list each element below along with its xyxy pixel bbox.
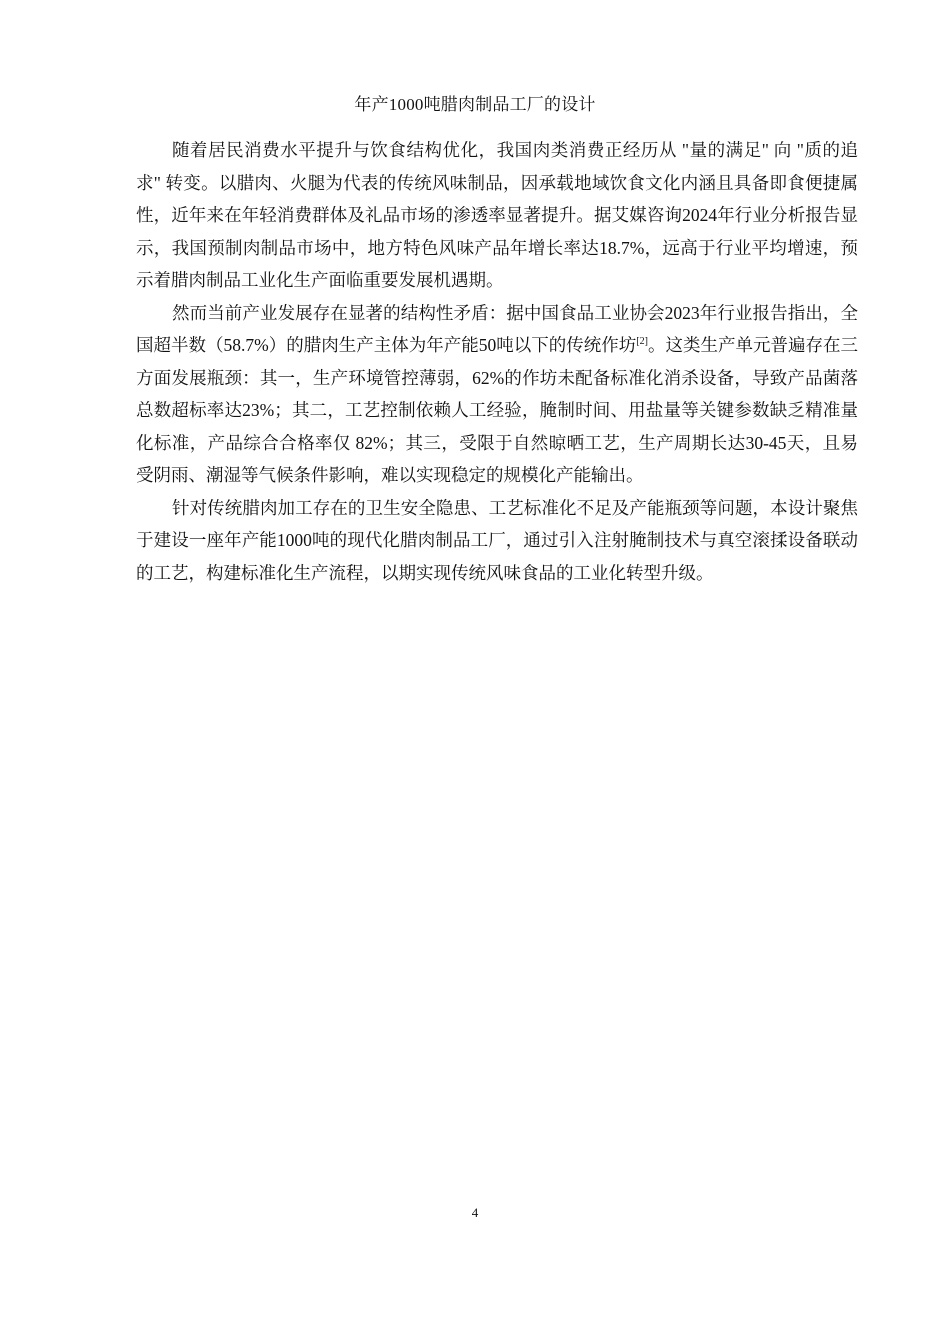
document-title: 年产1000吨腊肉制品工厂的设计 [354, 95, 596, 114]
document-body [136, 134, 858, 589]
paragraph-2-text-after-ref: 。这类生产单元普遍存在三方面发展瓶颈：其一，生产环境管控薄弱，62%的作坊未配备标准化消杀设备，导致产品菌落总数超标率达23%；其二，工艺控制依赖人工经验，腌制时间、用盐量等关键参数缺乏精准量化标准，产品综合合格率仅 82%；其三，受限于自然晾晒工艺，生产周期长达30-45天，且易受阴雨、潮湿等气候条件影响，难以实现稳定的规模化产能输出。 [136, 335, 859, 485]
paragraph-2 [136, 297, 858, 492]
page-number: 4 [471, 1205, 479, 1220]
citation-reference: [2] [636, 336, 648, 348]
paragraph-2-text-before-ref: 然而当前产业发展存在显著的结构性矛盾：据中国食品工业协会2023年行业报告指出，全国超半数（58.7%）的腊肉生产主体为年产能50吨以下的传统作坊 [136, 302, 858, 355]
paragraph-3: 针对传统腊肉加工存在的卫生安全隐患、工艺标准化不足及产能瓶颈等问题，本设计聚焦于建设一座年产能1000吨的现代化腊肉制品工厂，通过引入注射腌制技术与真空滚揉设备联动的工艺，构建标准化生产流程，以期实现传统风味食品的工业化转型升级。 [136, 497, 858, 583]
paragraph-1: 随着居民消费水平提升与饮食结构优化，我国肉类消费正经历从 "量的满足" 向 "质的追求" 转变。以腊肉、火腿为代表的传统风味制品，因承载地域饮食文化内涵且具备即食便捷属性，近年来在年轻消费群体及礼品市场的渗透率显著提升。据艾媒咨询2024年行业分析报告显示，我国预制肉制品市场中，地方特色风味产品年增长率达18.7%，远高于行业平均增速，预示着腊肉制品工业化生产面临重要发展机遇期。 [136, 140, 858, 290]
